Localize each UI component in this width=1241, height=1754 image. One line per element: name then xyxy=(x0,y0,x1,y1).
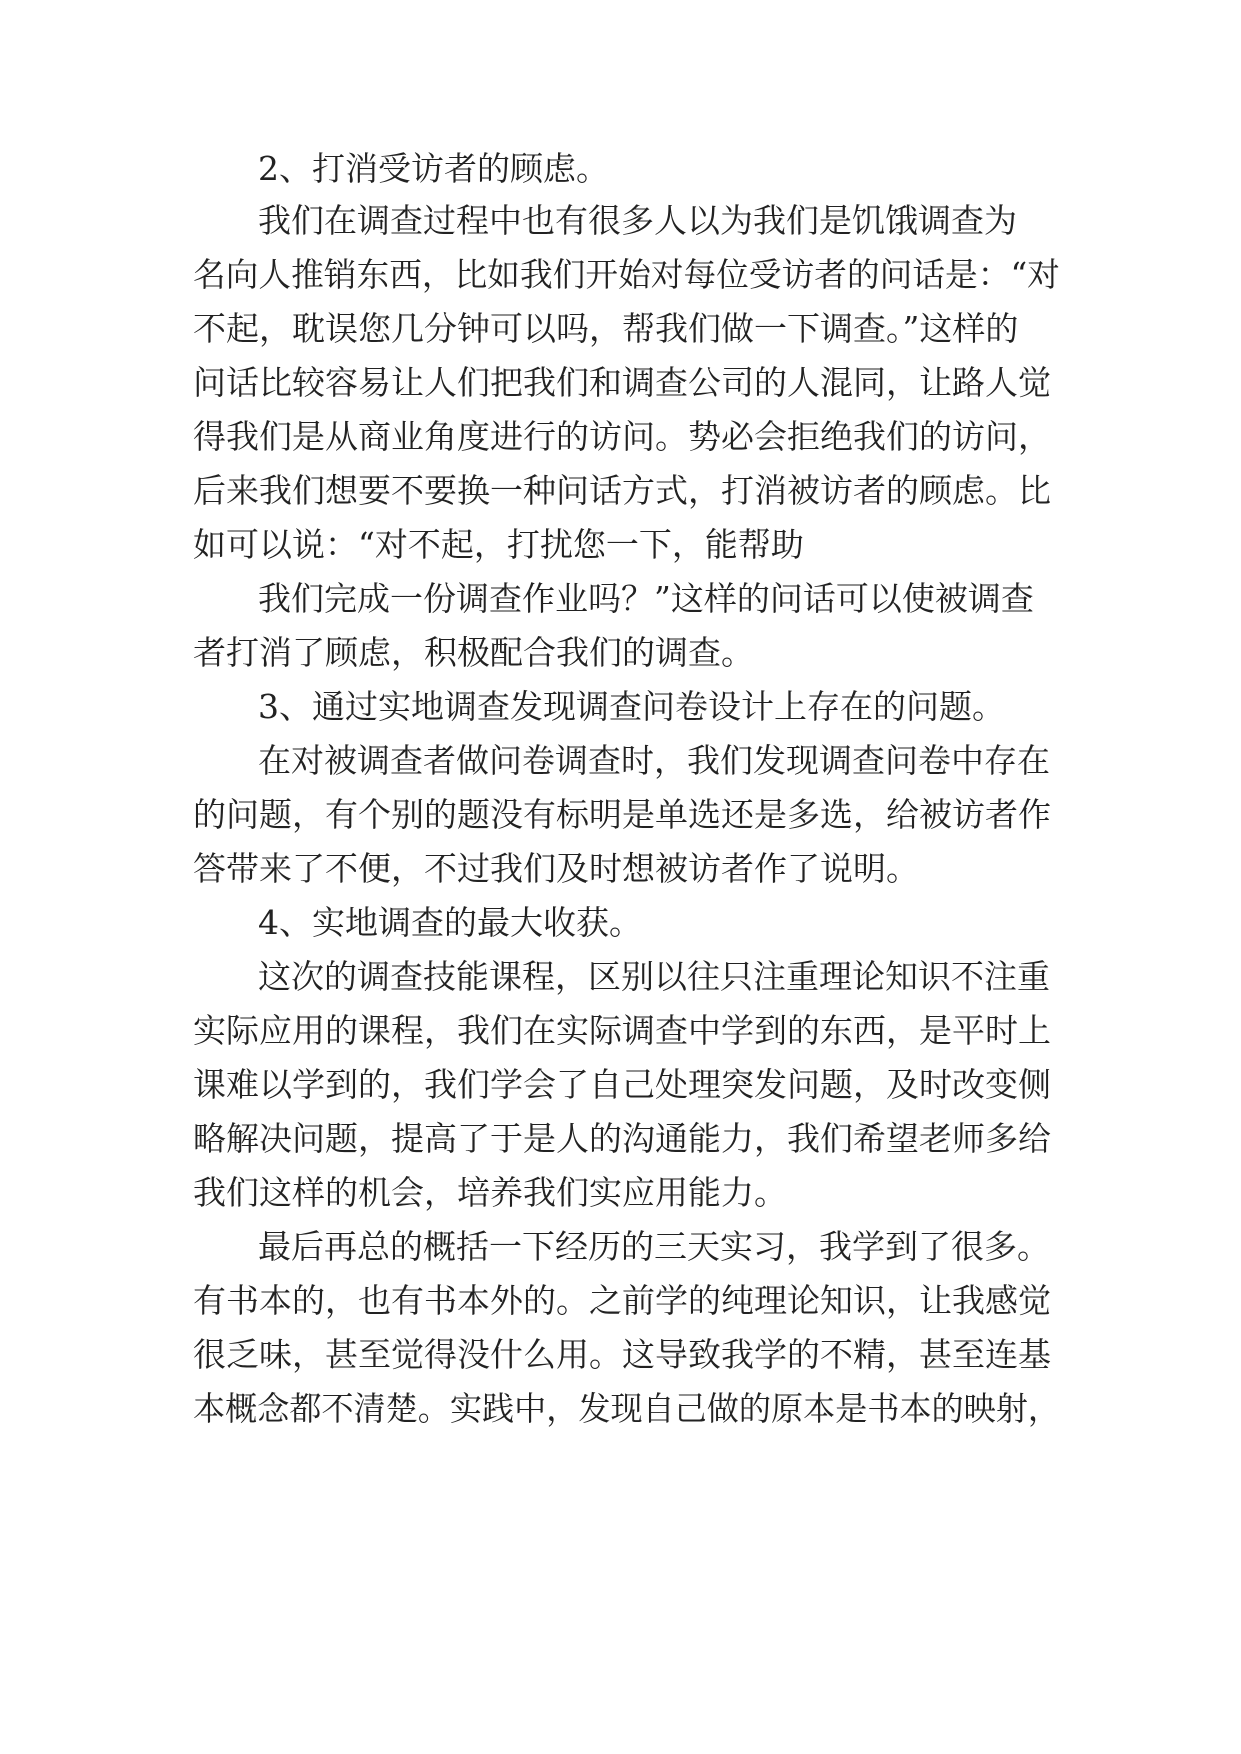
paragraph-line: 有书本的，也有书本外的。之前学的纯理论知识，让我感觉 xyxy=(193,1281,1051,1320)
paragraph-line: 本概念都不清楚。实践中，发现自己做的原本是书本的映射， xyxy=(193,1389,1060,1428)
paragraph-line: 我们完成一份调查作业吗？”这样的问话可以使被调查 xyxy=(258,579,1034,618)
paragraph-line: 问话比较容易让人们把我们和调查公司的人混同，让路人觉 xyxy=(193,363,1051,402)
paragraph-line: 如可以说：“对不起，打扰您一下，能帮助 xyxy=(193,525,804,564)
heading-4: 4、实地调查的最大收获。 xyxy=(258,903,642,942)
paragraph-line: 课难以学到的，我们学会了自己处理突发问题，及时改变侧 xyxy=(193,1065,1051,1104)
paragraph-line: 很乏味，甚至觉得没什么用。这导致我学的不精，甚至连基 xyxy=(193,1335,1051,1374)
paragraph-line: 不起，耽误您几分钟可以吗，帮我们做一下调查。”这样的 xyxy=(193,309,1019,348)
paragraph-line: 我们在调查过程中也有很多人以为我们是饥饿调查为 xyxy=(258,201,1017,240)
paragraph-line: 者打消了顾虑，积极配合我们的调查。 xyxy=(193,633,754,672)
paragraph-line: 后来我们想要不要换一种问话方式，打消被访者的顾虑。比 xyxy=(193,471,1051,510)
paragraph-line: 得我们是从商业角度进行的访问。势必会拒绝我们的访问， xyxy=(193,417,1051,456)
paragraph-line: 略解决问题，提高了于是人的沟通能力，我们希望老师多给 xyxy=(193,1119,1051,1158)
heading-2: 2、打消受访者的顾虑。 xyxy=(258,149,609,188)
paragraph-line: 在对被调查者做问卷调查时，我们发现调查问卷中存在 xyxy=(258,741,1050,780)
paragraph-line: 实际应用的课程，我们在实际调查中学到的东西，是平时上 xyxy=(193,1011,1051,1050)
paragraph-line: 名向人推销东西，比如我们开始对每位受访者的问话是：“对 xyxy=(193,255,1060,294)
paragraph-line: 答带来了不便，不过我们及时想被访者作了说明。 xyxy=(193,849,919,888)
paragraph-line: 的问题，有个别的题没有标明是单选还是多选，给被访者作 xyxy=(193,795,1051,834)
paragraph-line: 这次的调查技能课程，区别以往只注重理论知识不注重 xyxy=(258,957,1050,996)
heading-3: 3、通过实地调查发现调查问卷设计上存在的问题。 xyxy=(258,687,1005,726)
paragraph-line: 最后再总的概括一下经历的三天实习，我学到了很多。 xyxy=(258,1227,1050,1266)
paragraph-line: 我们这样的机会，培养我们实应用能力。 xyxy=(193,1173,787,1212)
